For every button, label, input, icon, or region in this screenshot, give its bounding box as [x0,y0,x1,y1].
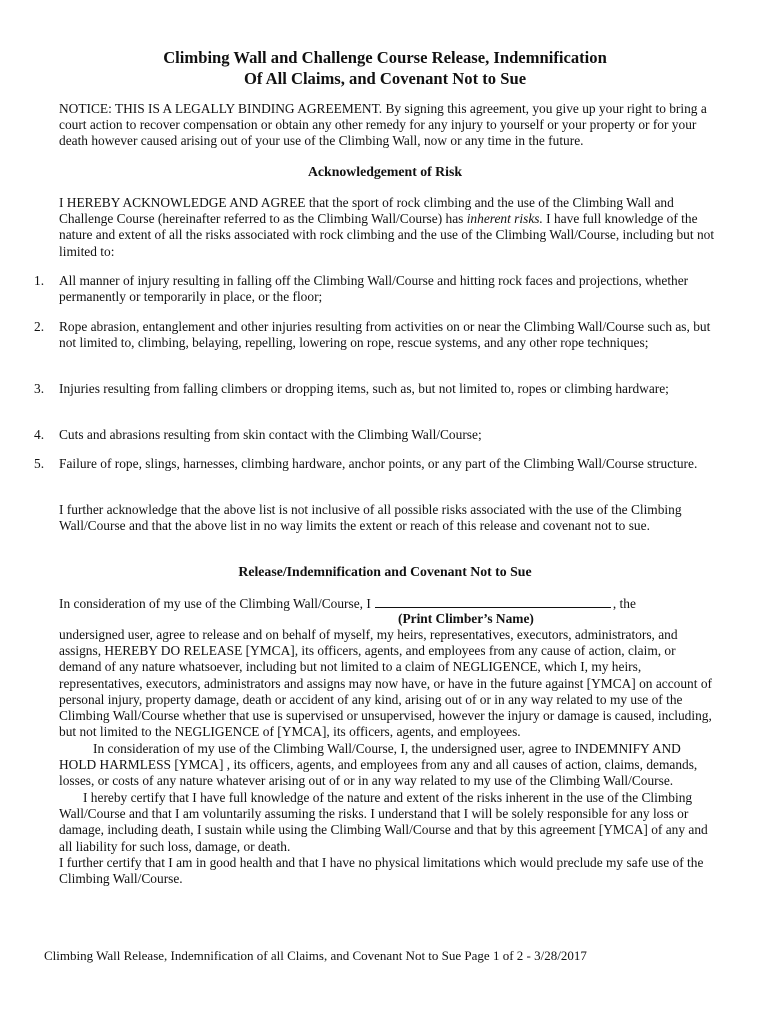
title-line-2: Of All Claims, and Covenant Not to Sue [243,69,527,88]
indemnify-paragraph: In consideration of my use of the Climbing Wall/Course, I, the undersigned user, agree to INDEMNIFY AND HOLD HARMLESS [YMCA] , its officers, agents, and employees from any and all causes of action, claims, demands, losses, or costs of any nature whatever arising out of or in any way related to my use of the Climbing Wall/Course. [59,741,698,789]
risk-item-text: Rope abrasion, entanglement and other injuries resulting from activities on or near the Climbing Wall/Course such as, but not limited to, climbing, belaying, repelling, lowering on rope, rescue systems, and any other rope techniques; [59,319,711,351]
risk-intro [59,195,721,260]
risk-item-text: All manner of injury resulting in falling off the Climbing Wall/Course and hitting rock faces and projections, whether permanently or temporarily in place, or the floor; [59,273,689,305]
climber-name-blank[interactable] [375,595,611,608]
risk-item-number: 2. [34,319,45,334]
release-paragraph: undersigned user, agree to release and on behalf of myself, my heirs, representatives, executors, administrators, and assigns, HEREBY DO RELEASE [YMCA], its officers, agents, and employees from any cause of action, claim, or demand of any nature whatsoever, including but not limited to a claim of NEGLIGENCE, which I, my heirs, representatives, executors, administrators and assigns may now have, or have in the future against [YMCA] on account of personal injury, property damage, death or accident of any kind, arising out of or in any way related to my use of the Climbing Wall/Course whether that use is supervised or unsupervised, however the injury or damage is caused, including, but not limited to the NEGLIGENCE of [YMCA], its officers, agents, and employees. [59,627,712,740]
document-title [0,47,770,89]
risk-intro-emphasis: inherent risks. [466,211,543,227]
risk-item-number: 1. [34,273,45,288]
risk-item-text: Failure of rope, slings, harnesses, climbing hardware, anchor points, or any part of the Climbing Wall/Course structure. [59,456,698,471]
climber-name-row [59,595,721,612]
notice-paragraph: NOTICE: THIS IS A LEGALLY BINDING AGREEMENT. By signing this agreement, you give up your right to bring a court action to recover compensation or obtain any other remedy for any injury to yourself or your property or for your death however caused arising out of your use of the Climbing Wall, now or any time in the future. [59,101,707,149]
title-line-1: Climbing Wall and Challenge Course Release, Indemnification [163,48,607,67]
risk-intro-text-b: I have full knowledge of the nature and extent of all the risks associated with rock climbing and the use of the Climbing Wall/Course, including but not limited to: [59,211,715,259]
print-climber-name-label: (Print Climber’s Name) [398,611,534,626]
page-footer: Climbing Wall Release, Indemnification of all Claims, and Covenant Not to Sue Page 1 of 2 - 3/28/2017 [44,948,587,963]
risk-item-number: 3. [34,381,45,396]
risk-item-number: 4. [34,427,45,442]
risk-item-text: Cuts and abrasions resulting from skin contact with the Climbing Wall/Course; [59,427,482,442]
release-heading: Release/Indemnification and Covenant Not to Sue [238,564,532,579]
consideration-prefix: In consideration of my use of the Climbing Wall/Course, I [59,596,371,611]
risk-heading: Acknowledgement of Risk [307,164,463,179]
risk-item-number: 5. [34,456,45,471]
health-paragraph: I further certify that I am in good health and that I have no physical limitations which would preclude my safe use of the Climbing Wall/Course. [59,855,704,887]
risk-further-paragraph: I further acknowledge that the above list is not inclusive of all possible risks associated with the use of the Climbing Wall/Course and that the above list in no way limits the extent or reach of this release and covenant not to sue. [59,502,682,534]
consideration-suffix: , the [612,596,636,611]
risk-item-text: Injuries resulting from falling climbers or dropping items, such as, but not limited to, ropes or climbing hardware; [59,381,669,396]
certify-paragraph: I hereby certify that I have full knowledge of the nature and extent of the risks inherent in the use of the Climbing Wall/Course and that I am voluntarily assuming the risks. I understand that I will be solely responsible for any loss or damage, including death, I sustain while using the Climbing Wall/Course and that by this agreement [YMCA] of any and all liability for such loss, damage, or death. [59,790,708,854]
risk-intro-text-a: I HEREBY ACKNOWLEDGE AND AGREE that the sport of rock climbing and the use of the Climbing Wall and Challenge Course (hereinafter referred to as the Climbing Wall/Course) has [59,195,674,227]
